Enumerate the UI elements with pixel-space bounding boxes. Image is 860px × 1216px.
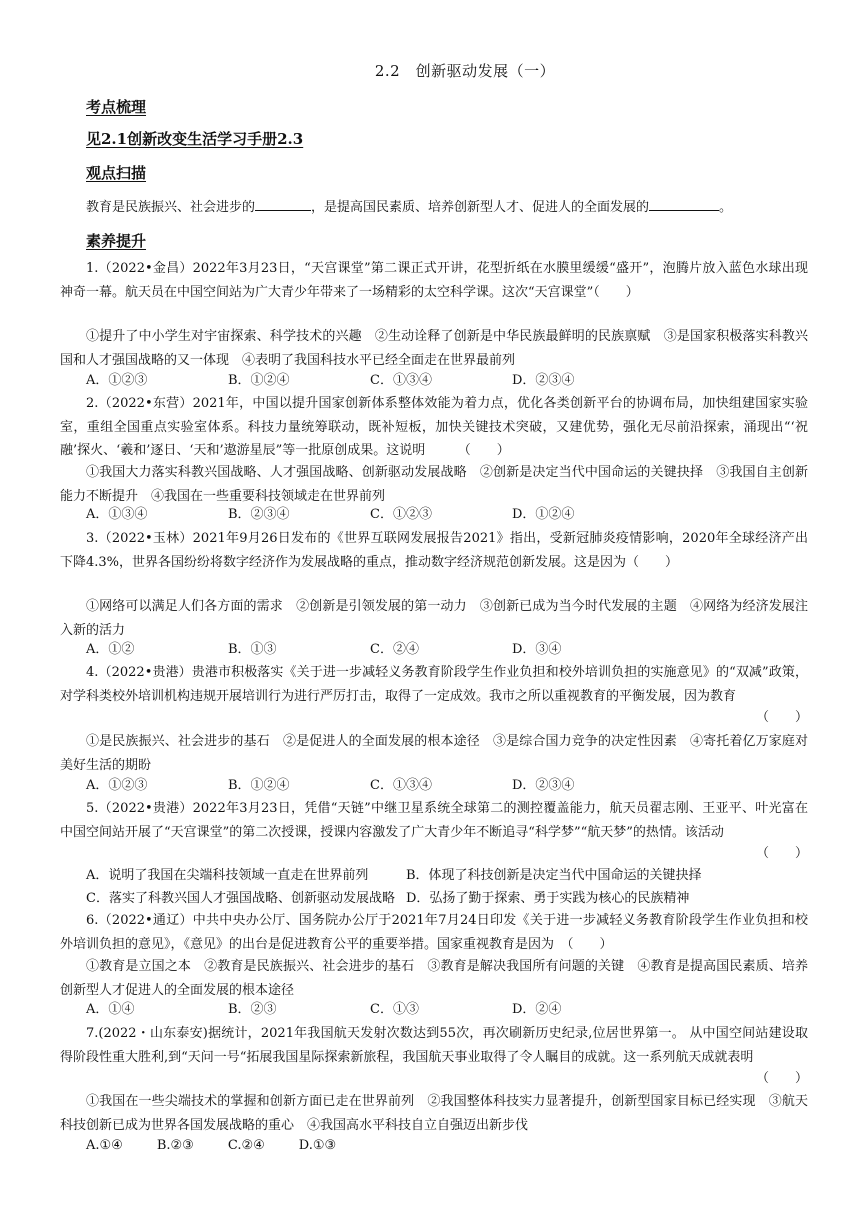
- option-b[interactable]: B．①②④: [228, 373, 290, 388]
- option-c[interactable]: C．①③: [370, 1002, 419, 1017]
- question-4-stem: 4.（2022•贵港）贵港市积极落实《关于进一步减轻义务教育阶段学生作业负担和校外培训负担的实施意见》的“双减”政策，对学科类校外培训机构违规开展培训行为进行严厉打击，取得了一定成效。我市之所以重视教育的平衡发展，因为教育: [60, 665, 808, 704]
- option-a[interactable]: A．说明了我国在尖端科技领域一直走在世界前列: [86, 868, 369, 883]
- option-c[interactable]: C．落实了科教兴国人才强国战略、创新驱动发展战略: [86, 891, 395, 906]
- guandian-text-a: 教育是民族振兴、社会进步的: [86, 200, 256, 215]
- option-a[interactable]: A．①②: [86, 642, 135, 657]
- question-1-options: [86, 371, 808, 391]
- question-7-answer-blank[interactable]: （ ）: [755, 1071, 808, 1086]
- question-4-answer-blank[interactable]: （ ）: [755, 710, 808, 725]
- option-a[interactable]: A．①②③: [86, 373, 148, 388]
- guandian-text-b: ，是提高国民素质、培养创新型人才、促进人的全面发展的: [311, 200, 650, 215]
- question-3-stem: 3.（2022•玉林）2021年9月26日发布的《世界互联网发展报告2021》指出，受新冠肺炎疫情影响，2020年全球经济产出下降4.3%，世界各国纷纷将数字经济作为发展战略的重点，推动数字经济规范创新发展。这是因为（ ）: [60, 531, 808, 570]
- option-d[interactable]: D．②④: [512, 1002, 562, 1017]
- question-5-stem: 5.（2022•贵港）2022年3月23日，凭借“天链”中继卫星系统全球第二的测控覆盖能力，航天员翟志刚、王亚平、叶光富在中国空间站开展了“天宫课堂”的第二次授课，授课内容激发了广大青少年不断追寻“科学梦”“航天梦”的热情。该活动: [60, 801, 808, 840]
- option-b[interactable]: B．①③: [228, 642, 277, 657]
- fill-blank-1[interactable]: [255, 196, 311, 211]
- question-6-options: [86, 1000, 808, 1020]
- option-d[interactable]: D．③④: [512, 642, 562, 657]
- question-5-options-row-2: [86, 889, 808, 909]
- question-2-stem: 2.（2022•东营）2021年，中国以提升国家创新体系整体效能为着力点，优化各类创新平台的协调布局，加快组建国家实验室，重组全国重点实验室体系。科技力量统筹联动，既补短板，加快关键技术突破，又建优势，强化无尽前沿探索，涌现出“‘祝融’探火、‘羲和’逐日、‘天和’遨游星辰”等一批原创成果。这说明 （ ）: [60, 396, 808, 458]
- option-d[interactable]: D．②③④: [512, 373, 575, 388]
- page-title: 2.2 创新驱动发展（一）: [374, 62, 556, 80]
- section-heading-kaodian: 考点梳理: [86, 98, 147, 116]
- option-a[interactable]: A.①④: [86, 1138, 123, 1153]
- question-3-options: [86, 640, 808, 660]
- option-c[interactable]: C．②④: [370, 642, 419, 657]
- option-d[interactable]: D．弘扬了勤于探索、勇于实践为核心的民族精神: [406, 891, 690, 906]
- option-a[interactable]: A．①③④: [86, 507, 148, 522]
- option-c[interactable]: C．①③④: [370, 778, 432, 793]
- question-5-answer-blank[interactable]: （ ）: [755, 846, 808, 861]
- section-heading-ref: 见2.1创新改变生活学习手册2.3: [86, 130, 304, 148]
- option-d[interactable]: D．②③④: [512, 778, 575, 793]
- question-4-options: [86, 776, 808, 796]
- question-6-stem: 6.（2022•通辽）中共中央办公厅、国务院办公厅于2021年7月24日印发《关于进一步减轻义务教育阶段学生作业负担和校外培训负担的意见》，《意见》的出台是促进教育公平的重要举措。国家重视教育是因为 （ ）: [60, 913, 808, 952]
- option-c[interactable]: C．①③④: [370, 373, 432, 388]
- section-heading-guandian: 观点扫描: [86, 164, 147, 182]
- question-2-items: ①我国大力落实科教兴国战略、人才强国战略、创新驱动发展战略 ②创新是决定当代中国命运的关键抉择 ③我国自主创新能力不断提升 ④我国在一些重要科技领域走在世界前列: [60, 465, 808, 504]
- question-7-stem: 7.(2022・山东泰安)据统计，2021年我国航天发射次数达到55次，再次刷新历史纪录,位居世界第一。 从中国空间站建设取得阶段性重大胜利,到“天问一号“拓展我国星际探索新旅程，我国航天事业取得了令人瞩目的成就。这一系列航天成就表明: [60, 1026, 808, 1065]
- option-b[interactable]: B．②③: [228, 1002, 277, 1017]
- option-b[interactable]: B．①②④: [228, 778, 290, 793]
- question-1-stem: 1.（2022•金昌）2022年3月23日，“天宫课堂”第二课正式开讲，花型折纸在水膜里缓缓“盛开”，泡腾片放入蓝色水球出现神奇一幕。航天员在中国空间站为广大青少年带来了一场精彩的太空科学课。这次“天宫课堂”（ ）: [60, 261, 808, 300]
- guandian-paragraph: [60, 196, 808, 220]
- option-a[interactable]: A．①④: [86, 1002, 135, 1017]
- section-heading-suyang: 素养提升: [86, 232, 147, 250]
- question-6-items: ①教育是立国之本 ②教育是民族振兴、社会进步的基石 ③教育是解决我国所有问题的关键 ④教育是提高国民素质、培养创新型人才促进人的全面发展的根本途径: [60, 959, 808, 998]
- option-c[interactable]: C.②④: [227, 1138, 265, 1153]
- option-d[interactable]: D．①②④: [512, 507, 575, 522]
- option-b[interactable]: B.②③: [156, 1138, 194, 1153]
- option-a[interactable]: A．①②③: [86, 778, 148, 793]
- question-2-options: [86, 505, 808, 525]
- option-c[interactable]: C．①②③: [370, 507, 432, 522]
- option-b[interactable]: B．体现了科技创新是决定当代中国命运的关键抉择: [406, 868, 702, 883]
- option-d[interactable]: D.①③: [298, 1138, 337, 1153]
- option-b[interactable]: B．②③④: [228, 507, 290, 522]
- question-7-options: [86, 1136, 808, 1156]
- fill-blank-2[interactable]: [649, 196, 719, 211]
- question-4-items: ①是民族振兴、社会进步的基石 ②是促进人的全面发展的根本途径 ③是综合国力竞争的决定性因素 ④寄托着亿万家庭对美好生活的期盼: [60, 734, 808, 773]
- question-7-items: ①我国在一些尖端技术的掌握和创新方面已走在世界前列 ②我国整体科技实力显著提升，创新型国家目标已经实现 ③航天科技创新已成为世界各国发展战略的重心 ④我国高水平科技自立自强迈出新步伐: [60, 1094, 808, 1133]
- question-5-options-row-1: [86, 866, 808, 886]
- question-1-items: ①提升了中小学生对宇宙探索、科学技术的兴趣 ②生动诠释了创新是中华民族最鲜明的民族禀赋 ③是国家积极落实科教兴国和人才强国战略的又一体现 ④表明了我国科技水平已经全面走在世界最前列: [60, 329, 808, 368]
- guandian-text-c: 。: [719, 200, 733, 215]
- question-3-items: ①网络可以满足人们各方面的需求 ②创新是引领发展的第一动力 ③创新已成为当今时代发展的主题 ④网络为经济发展注入新的活力: [60, 599, 808, 638]
